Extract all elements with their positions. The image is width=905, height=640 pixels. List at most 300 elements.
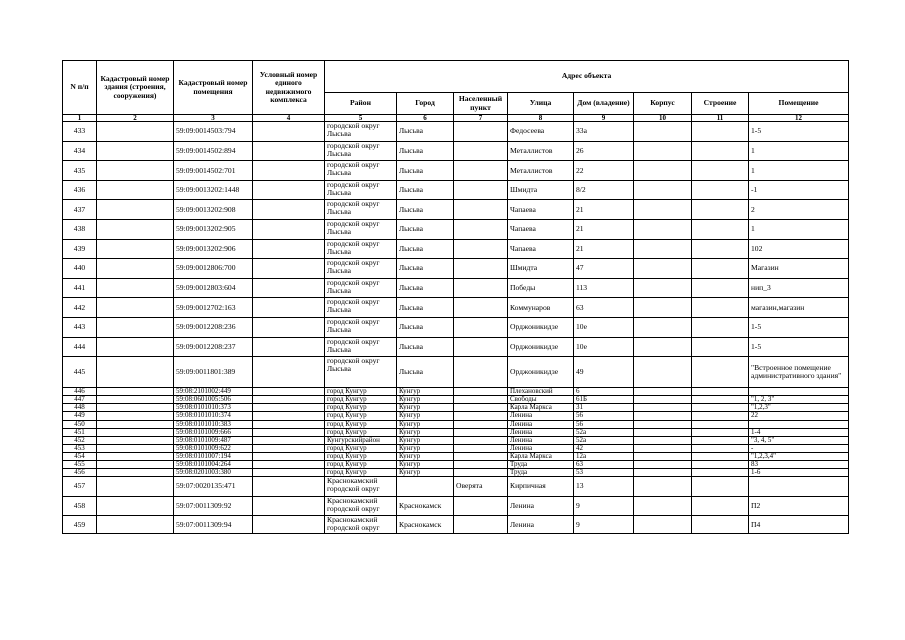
house-cell: 47 <box>574 259 634 279</box>
korpus-cell <box>634 428 692 436</box>
house-cell: 12а <box>574 452 634 460</box>
conditional-number-cell <box>253 396 325 404</box>
district-cell: город Кунгур <box>325 404 397 412</box>
table-row <box>63 496 849 516</box>
house-cell: 113 <box>574 278 634 298</box>
table-row <box>63 420 849 428</box>
building-cadastral-cell <box>97 298 174 318</box>
stroenie-cell <box>692 412 749 420</box>
room-cadastral-cell: 59:09:0012208:237 <box>174 337 253 357</box>
room-cell <box>749 420 849 428</box>
room-cell: Магазин <box>749 259 849 279</box>
conditional-number-cell <box>253 298 325 318</box>
settlement-cell: Оверята <box>454 477 508 497</box>
city-cell <box>397 477 454 497</box>
room-cell: 1-4 <box>749 428 849 436</box>
building-cadastral-cell <box>97 122 174 142</box>
street-cell: Ленина <box>508 428 574 436</box>
stroenie-cell <box>692 428 749 436</box>
city-cell: Лысьва <box>397 161 454 181</box>
row-number: 436 <box>63 180 97 200</box>
settlement-cell <box>454 469 508 477</box>
row-number: 457 <box>63 477 97 497</box>
district-cell: город Кунгур <box>325 412 397 420</box>
city-cell: Кунгур <box>397 388 454 396</box>
header-settlement: Населенный пункт <box>454 93 508 115</box>
row-number: 449 <box>63 412 97 420</box>
room-cadastral-cell: 59:09:0011801:389 <box>174 357 253 388</box>
conditional-number-cell <box>253 496 325 516</box>
street-cell: Плехановский <box>508 388 574 396</box>
settlement-cell <box>454 452 508 460</box>
conditional-number-cell <box>253 420 325 428</box>
conditional-number-cell <box>253 428 325 436</box>
column-number: 12 <box>749 115 849 122</box>
conditional-number-cell <box>253 337 325 357</box>
room-cadastral-cell: 59:08:0101009:666 <box>174 428 253 436</box>
row-number: 438 <box>63 219 97 239</box>
korpus-cell <box>634 122 692 142</box>
row-number: 435 <box>63 161 97 181</box>
column-number: 2 <box>97 115 174 122</box>
stroenie-cell <box>692 436 749 444</box>
city-cell: Лысьва <box>397 357 454 388</box>
room-cadastral-cell: 59:09:0013202:906 <box>174 239 253 259</box>
stroenie-cell <box>692 388 749 396</box>
conditional-number-cell <box>253 239 325 259</box>
stroenie-cell <box>692 477 749 497</box>
settlement-cell <box>454 357 508 388</box>
street-cell: Орджоникидзе <box>508 337 574 357</box>
district-cell: городской округ Лысьва <box>325 122 397 142</box>
table-row <box>63 278 849 298</box>
property-table <box>62 60 849 534</box>
room-cadastral-cell: 59:09:0012806:700 <box>174 259 253 279</box>
room-cadastral-cell: 59:08:0101010:374 <box>174 412 253 420</box>
korpus-cell <box>634 298 692 318</box>
room-cadastral-cell: 59:09:0012803:604 <box>174 278 253 298</box>
table-row <box>63 161 849 181</box>
table-row <box>63 516 849 533</box>
table-row <box>63 412 849 420</box>
district-cell: город Кунгур <box>325 469 397 477</box>
street-cell: Ленина <box>508 496 574 516</box>
settlement-cell <box>454 460 508 468</box>
conditional-number-cell <box>253 436 325 444</box>
stroenie-cell <box>692 278 749 298</box>
column-number: 5 <box>325 115 397 122</box>
room-cadastral-cell: 59:08:0101009:622 <box>174 444 253 452</box>
building-cadastral-cell <box>97 337 174 357</box>
stroenie-cell <box>692 180 749 200</box>
room-cell: "1,2,3,4" <box>749 452 849 460</box>
row-number: 456 <box>63 469 97 477</box>
building-cadastral-cell <box>97 396 174 404</box>
district-cell: городской округ Лысьва <box>325 200 397 220</box>
building-cadastral-cell <box>97 219 174 239</box>
room-cell: П2 <box>749 496 849 516</box>
row-number: 439 <box>63 239 97 259</box>
stroenie-cell <box>692 420 749 428</box>
stroenie-cell <box>692 141 749 161</box>
korpus-cell <box>634 420 692 428</box>
street-cell: Ленина <box>508 436 574 444</box>
building-cadastral-cell <box>97 460 174 468</box>
street-cell: Шмидта <box>508 180 574 200</box>
header-korpus: Корпус <box>634 93 692 115</box>
stroenie-cell <box>692 444 749 452</box>
conditional-number-cell <box>253 412 325 420</box>
building-cadastral-cell <box>97 141 174 161</box>
column-number: 4 <box>253 115 325 122</box>
house-cell: 52а <box>574 436 634 444</box>
house-cell: 33а <box>574 122 634 142</box>
header-stroenie: Строение <box>692 93 749 115</box>
room-cell: 1-6 <box>749 469 849 477</box>
column-number-row <box>63 115 849 122</box>
stroenie-cell <box>692 404 749 412</box>
street-cell: Чапаева <box>508 239 574 259</box>
room-cell: 1 <box>749 161 849 181</box>
street-cell: Металлистов <box>508 161 574 181</box>
table-row <box>63 452 849 460</box>
room-cadastral-cell: 59:07:0011309:92 <box>174 496 253 516</box>
building-cadastral-cell <box>97 428 174 436</box>
room-cell: П4 <box>749 516 849 533</box>
settlement-cell <box>454 219 508 239</box>
house-cell: 63 <box>574 298 634 318</box>
building-cadastral-cell <box>97 388 174 396</box>
city-cell: Лысьва <box>397 180 454 200</box>
district-cell: городской округ Лысьва <box>325 278 397 298</box>
district-cell: городской округ Лысьва <box>325 141 397 161</box>
column-number: 6 <box>397 115 454 122</box>
korpus-cell <box>634 317 692 337</box>
document-page <box>62 60 848 534</box>
row-number: 459 <box>63 516 97 533</box>
room-cadastral-cell: 59:09:0013202:1448 <box>174 180 253 200</box>
house-cell: 61Б <box>574 396 634 404</box>
room-cell: 1 <box>749 141 849 161</box>
table-row <box>63 357 849 388</box>
district-cell: город Кунгур <box>325 396 397 404</box>
conditional-number-cell <box>253 141 325 161</box>
conditional-number-cell <box>253 516 325 533</box>
street-cell: Чапаева <box>508 200 574 220</box>
row-number: 443 <box>63 317 97 337</box>
korpus-cell <box>634 469 692 477</box>
korpus-cell <box>634 444 692 452</box>
korpus-cell <box>634 180 692 200</box>
street-cell: Ленина <box>508 444 574 452</box>
row-number: 451 <box>63 428 97 436</box>
column-number: 8 <box>508 115 574 122</box>
city-cell: Лысьва <box>397 239 454 259</box>
city-cell: Кунгур <box>397 420 454 428</box>
room-cadastral-cell: 59:09:0012208:236 <box>174 317 253 337</box>
street-cell: Коммунаров <box>508 298 574 318</box>
column-number: 1 <box>63 115 97 122</box>
room-cell: 22 <box>749 412 849 420</box>
city-cell: Краснокамск <box>397 516 454 533</box>
row-number: 437 <box>63 200 97 220</box>
room-cadastral-cell: 59:09:0014502:701 <box>174 161 253 181</box>
room-cell: -1 <box>749 180 849 200</box>
settlement-cell <box>454 396 508 404</box>
table-row <box>63 298 849 318</box>
city-cell: Лысьва <box>397 122 454 142</box>
settlement-cell <box>454 420 508 428</box>
table-row <box>63 460 849 468</box>
row-number: 448 <box>63 404 97 412</box>
street-cell: Федосеева <box>508 122 574 142</box>
header-city: Город <box>397 93 454 115</box>
settlement-cell <box>454 496 508 516</box>
room-cell: 1-5 <box>749 122 849 142</box>
room-cadastral-cell: 59:08:0601005:506 <box>174 396 253 404</box>
settlement-cell <box>454 317 508 337</box>
building-cadastral-cell <box>97 420 174 428</box>
table-row <box>63 428 849 436</box>
korpus-cell <box>634 436 692 444</box>
building-cadastral-cell <box>97 412 174 420</box>
street-cell: Труда <box>508 460 574 468</box>
city-cell: Лысьва <box>397 298 454 318</box>
building-cadastral-cell <box>97 357 174 388</box>
table-row <box>63 396 849 404</box>
row-number: 453 <box>63 444 97 452</box>
street-cell: Карла Маркса <box>508 404 574 412</box>
street-cell: Ленина <box>508 420 574 428</box>
street-cell: Орджоникидзе <box>508 357 574 388</box>
stroenie-cell <box>692 200 749 220</box>
stroenie-cell <box>692 452 749 460</box>
district-cell: город Кунгур <box>325 452 397 460</box>
row-number: 440 <box>63 259 97 279</box>
room-cell: 1-5 <box>749 337 849 357</box>
street-cell: Карла Маркса <box>508 452 574 460</box>
table-row <box>63 444 849 452</box>
house-cell: 56 <box>574 412 634 420</box>
building-cadastral-cell <box>97 200 174 220</box>
room-cell: 83 <box>749 460 849 468</box>
city-cell: Кунгур <box>397 460 454 468</box>
building-cadastral-cell <box>97 278 174 298</box>
room-cadastral-cell: 59:09:0014502:894 <box>174 141 253 161</box>
city-cell: Лысьва <box>397 259 454 279</box>
room-cadastral-cell: 59:07:0020135:471 <box>174 477 253 497</box>
column-number: 3 <box>174 115 253 122</box>
room-cadastral-cell: 59:08:0201003:380 <box>174 469 253 477</box>
city-cell: Кунгур <box>397 396 454 404</box>
table-row <box>63 337 849 357</box>
row-number: 442 <box>63 298 97 318</box>
building-cadastral-cell <box>97 239 174 259</box>
korpus-cell <box>634 337 692 357</box>
table-row <box>63 239 849 259</box>
room-cadastral-cell: 59:08:2101002:449 <box>174 388 253 396</box>
korpus-cell <box>634 141 692 161</box>
header-num: N п/п <box>63 61 97 115</box>
settlement-cell <box>454 444 508 452</box>
city-cell: Кунгур <box>397 404 454 412</box>
street-cell: Ленина <box>508 516 574 533</box>
district-cell: городской округ Лысьва <box>325 337 397 357</box>
stroenie-cell <box>692 219 749 239</box>
stroenie-cell <box>692 357 749 388</box>
korpus-cell <box>634 477 692 497</box>
house-cell: 21 <box>574 239 634 259</box>
building-cadastral-cell <box>97 161 174 181</box>
district-cell: город Кунгур <box>325 388 397 396</box>
header-address: Адрес объекта <box>325 61 849 93</box>
korpus-cell <box>634 452 692 460</box>
settlement-cell <box>454 122 508 142</box>
building-cadastral-cell <box>97 496 174 516</box>
building-cadastral-cell <box>97 477 174 497</box>
building-cadastral-cell <box>97 444 174 452</box>
conditional-number-cell <box>253 444 325 452</box>
room-cell: "Встроенное помещение административного здания" <box>749 357 849 388</box>
settlement-cell <box>454 404 508 412</box>
korpus-cell <box>634 357 692 388</box>
table-row <box>63 259 849 279</box>
district-cell: Краснокамский городской округ <box>325 477 397 497</box>
house-cell: 21 <box>574 200 634 220</box>
city-cell: Лысьва <box>397 141 454 161</box>
settlement-cell <box>454 436 508 444</box>
street-cell: Орджоникидзе <box>508 317 574 337</box>
district-cell: городской округ Лысьва <box>325 180 397 200</box>
room-cadastral-cell: 59:09:0013202:908 <box>174 200 253 220</box>
city-cell: Лысьва <box>397 317 454 337</box>
house-cell: 56 <box>574 420 634 428</box>
table-row <box>63 436 849 444</box>
street-cell: Свободы <box>508 396 574 404</box>
row-number: 446 <box>63 388 97 396</box>
header-room-cadastral: Кадастровый номер помещения <box>174 61 253 115</box>
conditional-number-cell <box>253 477 325 497</box>
house-cell: 49 <box>574 357 634 388</box>
stroenie-cell <box>692 516 749 533</box>
district-cell: город Кунгур <box>325 444 397 452</box>
conditional-number-cell <box>253 200 325 220</box>
street-cell: Чапаева <box>508 219 574 239</box>
house-cell: 10е <box>574 317 634 337</box>
building-cadastral-cell <box>97 317 174 337</box>
room-cell: "1,2,3" <box>749 404 849 412</box>
room-cell <box>749 477 849 497</box>
conditional-number-cell <box>253 388 325 396</box>
conditional-number-cell <box>253 180 325 200</box>
row-number: 452 <box>63 436 97 444</box>
house-cell: 21 <box>574 219 634 239</box>
settlement-cell <box>454 141 508 161</box>
column-number: 7 <box>454 115 508 122</box>
table-body <box>63 122 849 534</box>
column-number: 9 <box>574 115 634 122</box>
stroenie-cell <box>692 317 749 337</box>
table-row <box>63 219 849 239</box>
settlement-cell <box>454 278 508 298</box>
stroenie-cell <box>692 239 749 259</box>
city-cell: Кунгур <box>397 469 454 477</box>
street-cell: Ленина <box>508 412 574 420</box>
conditional-number-cell <box>253 219 325 239</box>
street-cell: Победы <box>508 278 574 298</box>
city-cell: Кунгур <box>397 412 454 420</box>
korpus-cell <box>634 388 692 396</box>
settlement-cell <box>454 388 508 396</box>
conditional-number-cell <box>253 278 325 298</box>
city-cell: Кунгур <box>397 428 454 436</box>
city-cell: Лысьва <box>397 337 454 357</box>
district-cell: городской округ Лысьва <box>325 357 397 388</box>
district-cell: город Кунгур <box>325 428 397 436</box>
conditional-number-cell <box>253 469 325 477</box>
korpus-cell <box>634 219 692 239</box>
header-street: Улица <box>508 93 574 115</box>
table-row <box>63 317 849 337</box>
district-cell: город Кунгур <box>325 420 397 428</box>
room-cadastral-cell: 59:08:0101004:264 <box>174 460 253 468</box>
room-cadastral-cell: 59:09:0014503:794 <box>174 122 253 142</box>
settlement-cell <box>454 298 508 318</box>
row-number: 433 <box>63 122 97 142</box>
district-cell: Краснокамский городской округ <box>325 496 397 516</box>
column-number: 11 <box>692 115 749 122</box>
house-cell: 13 <box>574 477 634 497</box>
building-cadastral-cell <box>97 469 174 477</box>
row-number: 450 <box>63 420 97 428</box>
header-building-cadastral: Кадастровый номер здания (строения, сооружения) <box>97 61 174 115</box>
row-number: 447 <box>63 396 97 404</box>
header-conditional-number: Условный номер единого недвижимого комплекса <box>253 61 325 115</box>
city-cell: Лысьва <box>397 200 454 220</box>
district-cell: городской округ Лысьва <box>325 259 397 279</box>
header-house: Дом (владение) <box>574 93 634 115</box>
conditional-number-cell <box>253 259 325 279</box>
header-district: Район <box>325 93 397 115</box>
row-number: 455 <box>63 460 97 468</box>
street-cell: Шмидта <box>508 259 574 279</box>
korpus-cell <box>634 278 692 298</box>
conditional-number-cell <box>253 452 325 460</box>
district-cell: Кунгурскийрайон <box>325 436 397 444</box>
conditional-number-cell <box>253 357 325 388</box>
room-cell: "3, 4, 5" <box>749 436 849 444</box>
stroenie-cell <box>692 122 749 142</box>
stroenie-cell <box>692 396 749 404</box>
building-cadastral-cell <box>97 436 174 444</box>
house-cell: 42 <box>574 444 634 452</box>
settlement-cell <box>454 161 508 181</box>
settlement-cell <box>454 516 508 533</box>
settlement-cell <box>454 337 508 357</box>
building-cadastral-cell <box>97 259 174 279</box>
table-row <box>63 404 849 412</box>
korpus-cell <box>634 460 692 468</box>
house-cell: 22 <box>574 161 634 181</box>
district-cell: город Кунгур <box>325 460 397 468</box>
row-number: 434 <box>63 141 97 161</box>
house-cell: 6 <box>574 388 634 396</box>
building-cadastral-cell <box>97 452 174 460</box>
city-cell: Кунгур <box>397 436 454 444</box>
street-cell: Труда <box>508 469 574 477</box>
house-cell: 8/2 <box>574 180 634 200</box>
room-cadastral-cell: 59:08:0101009:487 <box>174 436 253 444</box>
